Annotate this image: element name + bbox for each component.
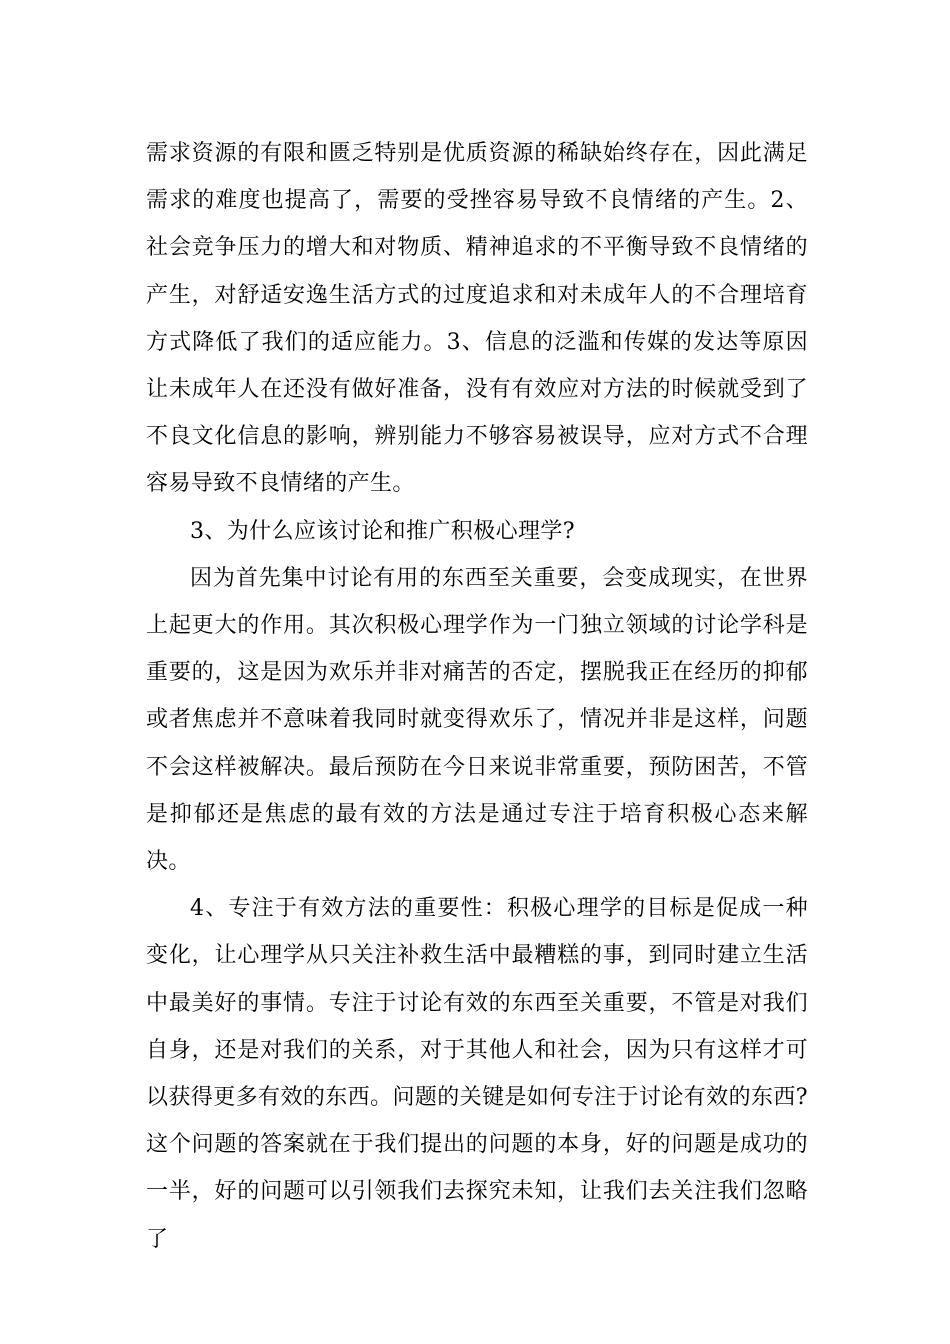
paragraph-section-4: 4、专注于有效方法的重要性：积极心理学的目标是促成一种变化，让心理学从只关注补救生活中最糟糕的事，到同时建立生活中最美好的事情。专注于讨论有效的东西至关重要，不管是对我们自身，还是对我们的关系，对于其他人和社会，因为只有这样才可以获得更多有效的东西。问题的关键是如何专注于讨论有效的东西?这个问题的答案就在于我们提出的问题的本身，好的问题是成功的一半，好的问题可以引领我们去探究未知，让我们去关注我们忽略了: [146, 896, 808, 1252]
section-heading-3: 3、为什么应该讨论和推广积极心理学?: [190, 518, 575, 544]
paragraph-continuation: 需求资源的有限和匮乏特别是优质资源的稀缺始终存在，因此满足需求的难度也提高了，需要的受挫容易导致不良情绪的产生。2、社会竞争压力的增大和对物质、精神追求的不平衡导致不良情绪的产生，对舒适安逸生活方式的过度追求和对未成年人的不合理培育方式降低了我们的适应能力。3、信息的泛滥和传媒的发达等原因让未成年人在还没有做好准备，没有有效应对方法的时候就受到了不良文化信息的影响，辨别能力不够容易被误导，应对方式不合理容易导致不良情绪的产生。: [146, 141, 808, 497]
document-page: [146, 130, 808, 1263]
paragraph-reasons: 因为首先集中讨论有用的东西至关重要，会变成现实，在世界上起更大的作用。其次积极心理学作为一门独立领域的讨论学科是重要的，这是因为欢乐并非对痛苦的否定，摆脱我正在经历的抑郁或者焦虑并不意味着我同时就变得欢乐了，情况并非是这样，问题不会这样被解决。最后预防在今日来说非常重要，预防困苦，不管是抑郁还是焦虑的最有效的方法是通过专注于培育积极心态来解决。: [146, 565, 808, 875]
